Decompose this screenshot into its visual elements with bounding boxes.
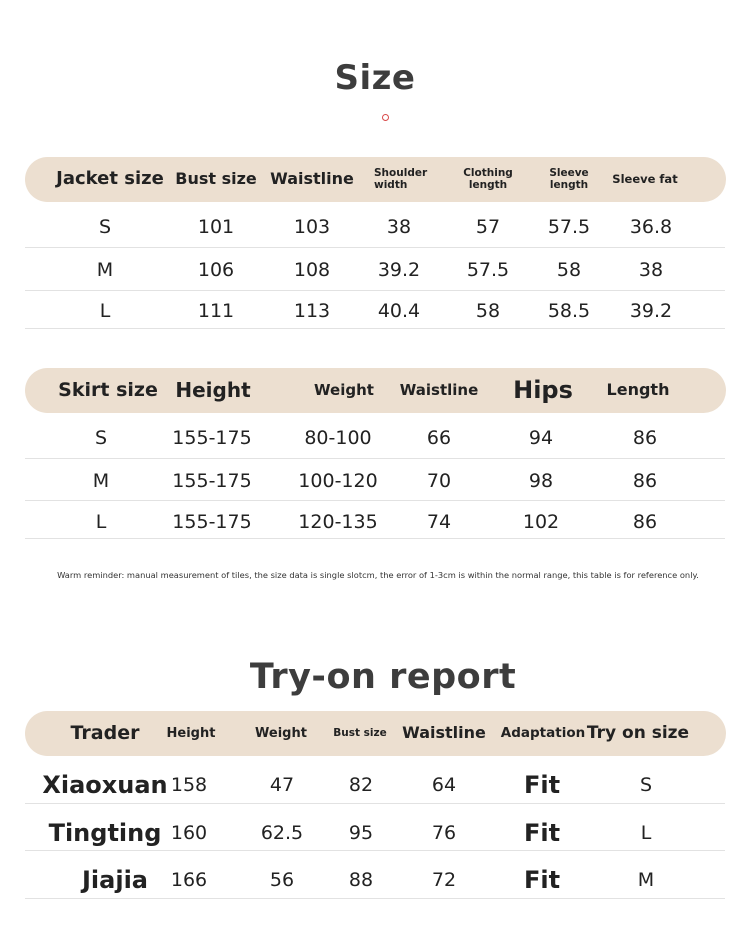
skirt-header-weight: Weight — [314, 380, 374, 399]
tryon-header-height: Height — [166, 725, 216, 741]
tryon-table-header — [25, 711, 726, 756]
row-divider — [25, 458, 725, 459]
skirt-cell: 86 — [632, 427, 658, 449]
adaptation-value: Fit — [523, 771, 561, 799]
jacket-table-header — [25, 157, 726, 202]
trader-name: Jiajia — [82, 866, 148, 894]
skirt-header-length: Length — [606, 380, 670, 400]
jacket-header-sleeve-fat: Sleeve fat — [612, 172, 678, 187]
skirt-cell: 120-135 — [298, 511, 378, 533]
jacket-cell: 113 — [293, 300, 331, 322]
skirt-cell: S — [94, 427, 108, 449]
skirt-cell: 86 — [632, 470, 658, 492]
row-divider — [25, 290, 725, 291]
skirt-cell: 102 — [522, 511, 560, 533]
tryon-cell: 72 — [431, 869, 457, 891]
jacket-cell: 111 — [197, 300, 235, 322]
jacket-header-waistline: Waistline — [270, 169, 354, 189]
tryon-header-weight: Weight — [255, 725, 307, 741]
row-divider — [25, 538, 725, 539]
row-divider — [25, 500, 725, 501]
tryon-cell: 158 — [170, 774, 208, 796]
skirt-cell: 94 — [528, 427, 554, 449]
tryon-header-adaptation: Adaptation — [500, 725, 586, 742]
skirt-table-header — [25, 368, 726, 413]
jacket-cell: 57 — [475, 216, 501, 238]
jacket-cell: 106 — [197, 259, 235, 281]
skirt-cell: M — [92, 470, 110, 492]
jacket-header-clothing-length: Clothing length — [463, 167, 513, 191]
skirt-cell: 86 — [632, 511, 658, 533]
skirt-header-waistline: Waistline — [399, 380, 479, 399]
jacket-cell: 38 — [638, 259, 664, 281]
jacket-header-bust: Bust size — [175, 169, 257, 189]
tryon-header-tryon-size: Try on size — [586, 722, 690, 743]
skirt-cell: 74 — [426, 511, 452, 533]
tryon-cell: 88 — [348, 869, 374, 891]
row-divider — [25, 850, 725, 851]
jacket-cell: 57.5 — [466, 259, 510, 281]
skirt-header-hips: Hips — [513, 375, 573, 404]
jacket-cell: 58 — [475, 300, 501, 322]
adaptation-value: Fit — [523, 866, 561, 894]
tryon-title: Try-on report — [249, 657, 517, 697]
skirt-cell: 155-175 — [172, 427, 252, 449]
tryon-header-trader: Trader — [70, 721, 140, 744]
tryon-cell: L — [640, 822, 652, 844]
tryon-cell: 47 — [269, 774, 295, 796]
tryon-cell: 166 — [170, 869, 208, 891]
jacket-header-sleeve-length: Sleeve length — [549, 167, 589, 191]
skirt-header-height: Height — [175, 378, 251, 402]
tryon-cell: M — [637, 869, 655, 891]
size-title: Size — [334, 58, 416, 98]
jacket-cell: 39.2 — [377, 259, 421, 281]
warm-reminder-note: Warm reminder: manual measurement of tiles, the size data is single slotcm, the error of 1-3cm is within the normal range, this table is for reference only. — [57, 570, 699, 580]
tryon-cell: 62.5 — [260, 822, 304, 844]
row-divider — [25, 328, 725, 329]
jacket-cell: 101 — [197, 216, 235, 238]
skirt-cell: 155-175 — [172, 511, 252, 533]
tryon-header-bust: Bust size — [333, 726, 387, 739]
jacket-cell: 103 — [293, 216, 331, 238]
jacket-cell: 58 — [556, 259, 582, 281]
skirt-cell: 70 — [426, 470, 452, 492]
tryon-cell: S — [639, 774, 653, 796]
jacket-header-shoulder: Shoulder width — [374, 167, 428, 191]
tryon-cell: 95 — [348, 822, 374, 844]
skirt-cell: 98 — [528, 470, 554, 492]
tryon-header-waistline: Waistline — [402, 723, 486, 743]
skirt-cell: 80-100 — [304, 427, 372, 449]
skirt-cell: 100-120 — [298, 470, 378, 492]
decorative-dot-icon — [382, 114, 389, 121]
row-divider — [25, 898, 725, 899]
trader-name: Tingting — [48, 819, 162, 847]
tryon-cell: 82 — [348, 774, 374, 796]
jacket-cell: 57.5 — [547, 216, 591, 238]
skirt-cell: 155-175 — [172, 470, 252, 492]
row-divider — [25, 247, 725, 248]
jacket-header-size: Jacket size — [56, 168, 164, 190]
row-divider — [25, 803, 725, 804]
tryon-cell: 64 — [431, 774, 457, 796]
skirt-header-size: Skirt size — [58, 378, 158, 401]
skirt-cell: L — [95, 511, 107, 533]
jacket-cell: 58.5 — [547, 300, 591, 322]
tryon-cell: 160 — [170, 822, 208, 844]
trader-name: Xiaoxuan — [42, 771, 168, 799]
tryon-cell: 76 — [431, 822, 457, 844]
adaptation-value: Fit — [523, 819, 561, 847]
jacket-cell: 38 — [386, 216, 412, 238]
jacket-cell: 40.4 — [377, 300, 421, 322]
jacket-cell: 39.2 — [629, 300, 673, 322]
tryon-cell: 56 — [269, 869, 295, 891]
skirt-cell: 66 — [426, 427, 452, 449]
jacket-cell: S — [98, 216, 112, 238]
jacket-cell: M — [96, 259, 114, 281]
jacket-cell: 108 — [293, 259, 331, 281]
jacket-cell: L — [99, 300, 111, 322]
jacket-cell: 36.8 — [629, 216, 673, 238]
